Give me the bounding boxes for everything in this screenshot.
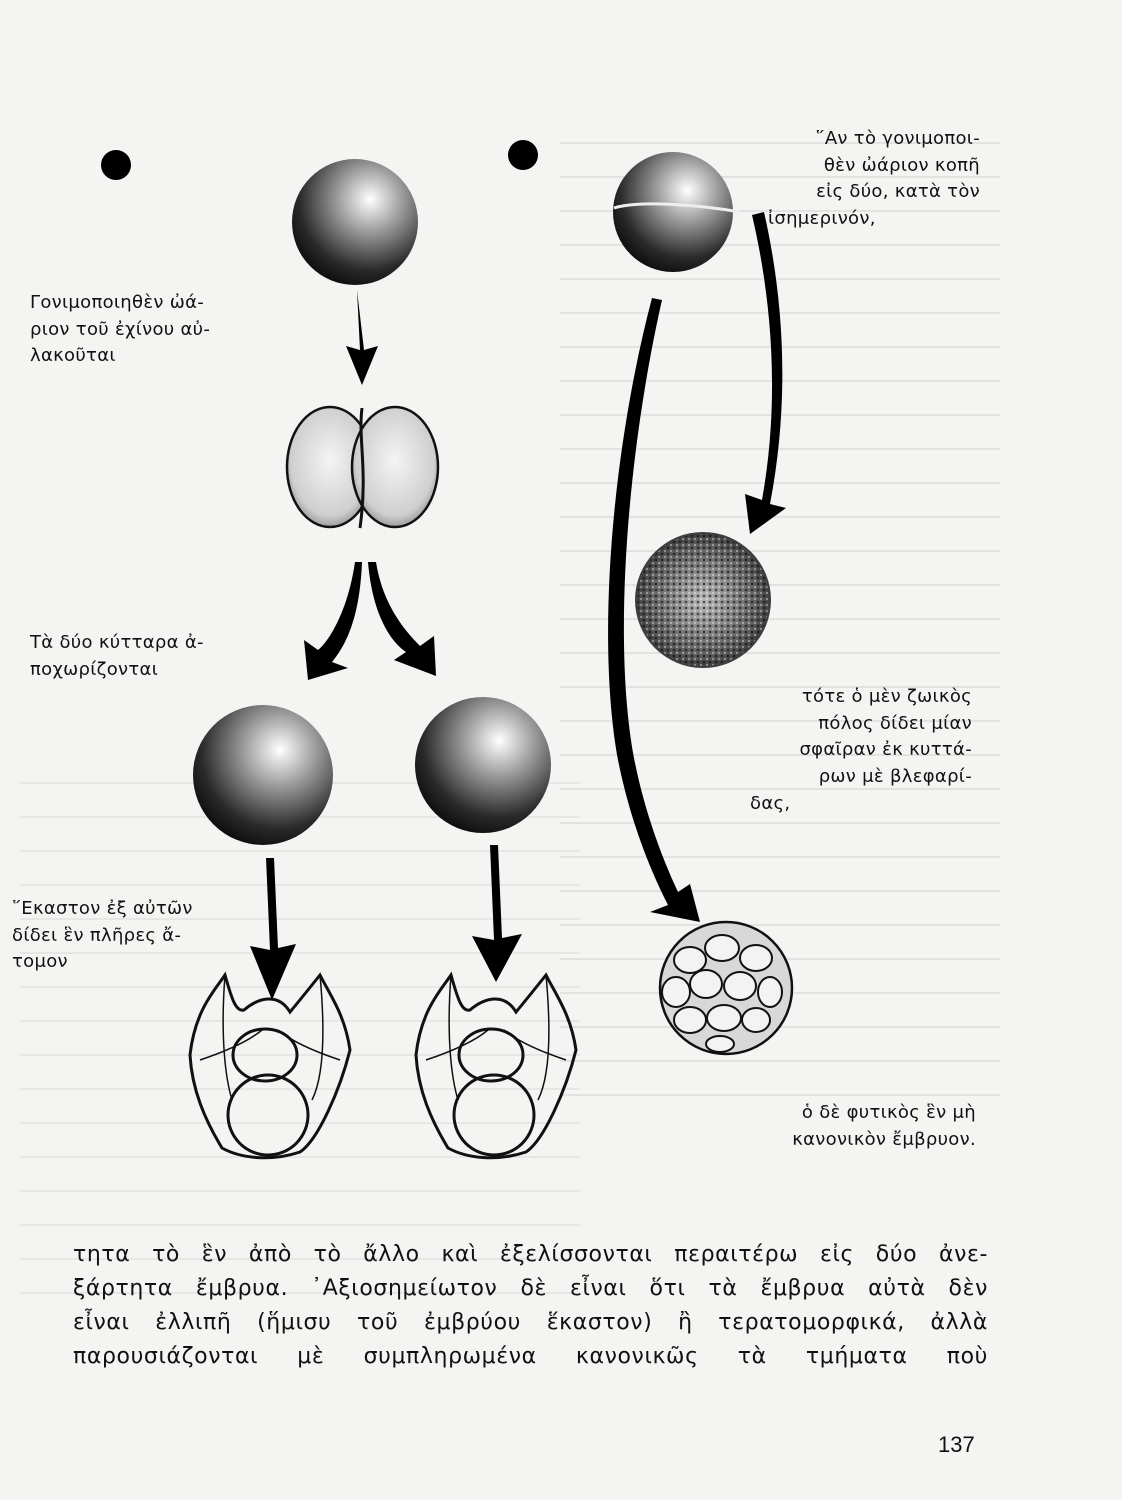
arrow-down-1 bbox=[346, 290, 378, 385]
caption-line: εἰς δύο, κατὰ τὸν bbox=[816, 181, 980, 203]
caption-line: ἰσημερινόν, bbox=[768, 207, 876, 229]
caption-each-gives bbox=[12, 896, 252, 976]
caption-line: Γονιμοποιηθὲν ὠά- bbox=[30, 292, 205, 313]
caption-line: ρων μὲ βλεφαρί- bbox=[818, 765, 972, 787]
arrow-fork-left bbox=[304, 562, 362, 680]
caption-line: δίδει ἓν πλῆρες ἄ- bbox=[12, 924, 182, 946]
dot-marker-left bbox=[101, 150, 131, 180]
caption-line: λακοῦται bbox=[30, 345, 116, 367]
abnormal-embryo bbox=[660, 922, 792, 1054]
ciliated-sphere bbox=[635, 532, 771, 668]
body-line: ξάρτητα ἔμβρυα. ᾿Αξιοσημείωτον δὲ εἶναι ὅτι τὰ ἔμβρυα αὐτὰ δὲν bbox=[73, 1276, 988, 1301]
body-line: τητα τὸ ἓν ἀπὸ τὸ ἄλλο καὶ ἐξελίσσονται περαιτέρω εἰς δύο ἀνε- bbox=[73, 1242, 988, 1267]
caption-line: πόλος δίδει μίαν bbox=[818, 712, 972, 734]
caption-cells-separate bbox=[30, 630, 270, 683]
arrow-down-3 bbox=[472, 845, 522, 982]
dot-marker-right bbox=[508, 140, 538, 170]
body-line: παρουσιάζονται μὲ συμπληρωμένα κανονικῶς τὰ τμήματα ποὺ bbox=[73, 1344, 988, 1369]
separated-cell-left bbox=[193, 705, 333, 845]
caption-line: θὲν ὠάριον κοπῆ bbox=[823, 154, 980, 176]
caption-line: ριον τοῦ ἐχίνου αὐ- bbox=[30, 318, 211, 340]
caption-line: τομον bbox=[12, 951, 68, 973]
caption-line: ῞Εκαστον ἐξ αὐτῶν bbox=[12, 898, 193, 919]
page-number: 137 bbox=[938, 1432, 975, 1457]
caption-animal-pole bbox=[740, 684, 972, 817]
caption-fertilized-egg bbox=[30, 290, 270, 370]
separated-cell-right bbox=[415, 697, 551, 833]
cut-egg bbox=[613, 152, 740, 272]
arrow-down-2 bbox=[250, 858, 296, 1000]
caption-line: ῞Αν τὸ γονιμοποι- bbox=[815, 128, 980, 149]
caption-line: σφαῖραν ἐκ κυττά- bbox=[799, 739, 972, 761]
body-paragraph bbox=[73, 1238, 988, 1374]
caption-line: Τὰ δύο κύτταρα ἀ- bbox=[30, 632, 204, 653]
caption-line: ποχωρίζονται bbox=[30, 658, 159, 680]
two-cell-egg bbox=[287, 407, 438, 528]
caption-vegetal-pole bbox=[720, 1100, 976, 1153]
caption-line: ὁ δὲ φυτικὸς ἓν μὴ bbox=[801, 1102, 976, 1123]
caption-line: κανονικὸν ἔμβρυον. bbox=[792, 1128, 976, 1150]
body-line: εἶναι ἐλλιπῆ (ἥμισυ τοῦ ἐμβρύου ἕκαστον) ἢ τερατομορφικά, ἀλλὰ bbox=[73, 1310, 988, 1335]
arrow-fork-right bbox=[368, 562, 436, 676]
caption-line: τότε ὁ μὲν ζωικὸς bbox=[801, 686, 972, 707]
larva-left bbox=[190, 975, 350, 1158]
caption-line: δας, bbox=[750, 792, 791, 814]
fertilized-egg bbox=[292, 159, 418, 285]
larva-right bbox=[416, 975, 576, 1158]
caption-if-cut bbox=[740, 126, 980, 233]
arrow-to-animal-pole bbox=[745, 212, 786, 534]
